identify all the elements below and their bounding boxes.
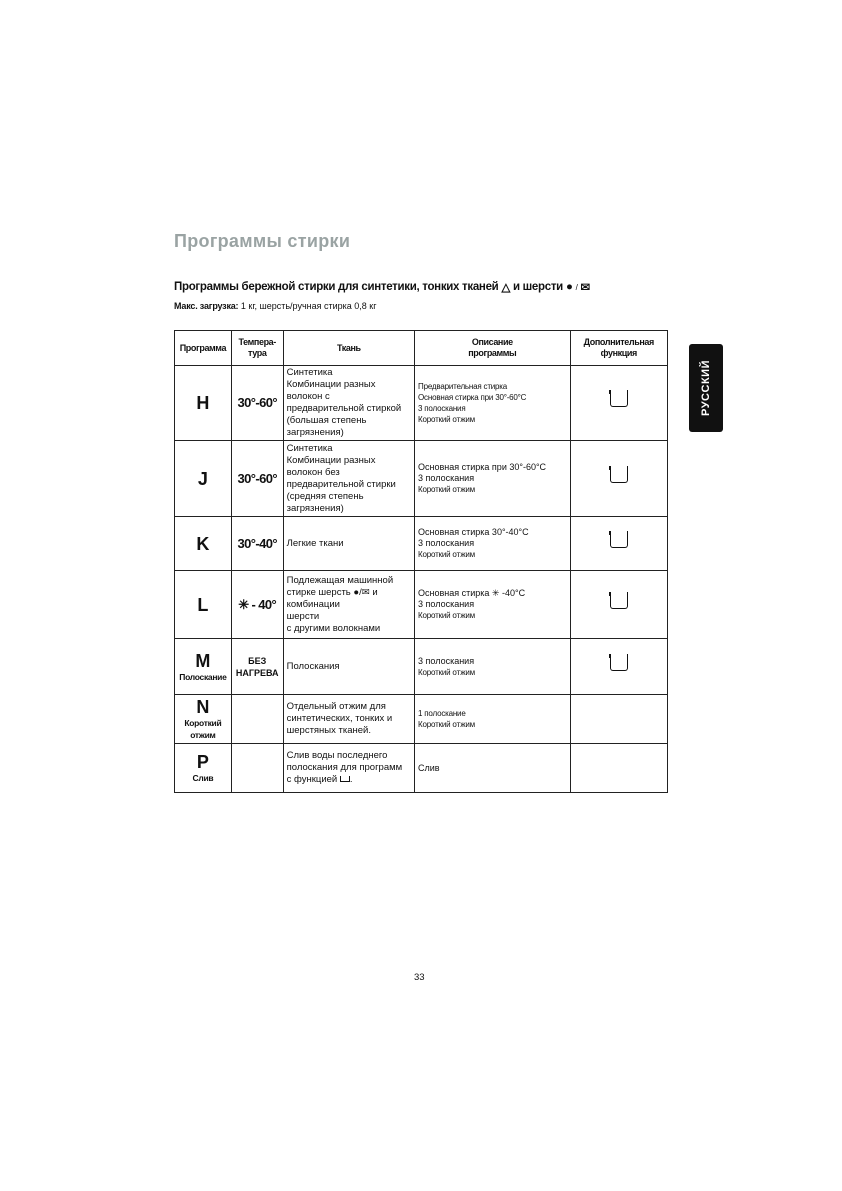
description-line: Основная стирка при 30°-60°C xyxy=(418,393,527,402)
description-line: Короткий отжим xyxy=(418,611,475,620)
description-line: Короткий отжим xyxy=(418,667,475,677)
fabric-text: с функцией xyxy=(286,774,338,785)
fabric-text: стирке шерсть ●/✉ и xyxy=(286,586,378,598)
header-extra-function xyxy=(570,331,667,366)
description-line: Слив xyxy=(418,762,440,773)
fabric-cell xyxy=(283,744,414,793)
extra-function-cell xyxy=(570,366,667,441)
description-line: 1 полоскание xyxy=(418,709,466,718)
fabric-line xyxy=(287,599,411,611)
program-letter: P xyxy=(196,752,209,772)
description-cell xyxy=(415,441,571,517)
table-row xyxy=(175,517,668,571)
fabric-cell xyxy=(283,571,414,639)
extra-function-cell xyxy=(570,695,667,744)
fabric-text: загрязнения) xyxy=(286,427,344,438)
temperature-text: БЕЗ xyxy=(248,655,267,666)
fabric-line xyxy=(287,479,411,491)
header-description xyxy=(415,331,571,366)
page-title: Программы стирки xyxy=(174,231,351,251)
temperature-range: 30°-60° xyxy=(237,470,277,486)
fabric-line xyxy=(287,575,411,587)
temperature-cell xyxy=(231,517,283,571)
description-cell xyxy=(415,695,571,744)
program-letter: J xyxy=(197,468,208,489)
extra-function-cell xyxy=(570,639,667,695)
temperature-range: ✳ - 40° xyxy=(238,596,277,612)
fabric-line xyxy=(287,455,411,467)
header-program: Программа xyxy=(175,331,232,366)
subtitle-wool-text: и шерсти xyxy=(512,281,563,293)
description-line: Короткий отжим xyxy=(418,720,475,729)
header-extra-line: функция xyxy=(600,348,637,358)
language-tab-label: РУССКИЙ xyxy=(700,360,712,416)
fabric-text: полоскания для программ xyxy=(286,762,403,773)
program-subtitle: Короткий отжим xyxy=(184,718,222,740)
table-row xyxy=(175,441,668,517)
fabric-line xyxy=(287,538,411,550)
fabric-text: Подлежащая машинной xyxy=(286,574,394,586)
symbol-separator: / xyxy=(575,282,578,292)
rinse-hold-tub-icon xyxy=(610,535,628,548)
fabric-text: шерсти xyxy=(286,610,320,622)
fabric-suffix: . xyxy=(349,774,353,785)
program-cell xyxy=(175,441,232,517)
fabric-line xyxy=(287,762,411,774)
fabric-text: Комбинации разных xyxy=(286,454,376,466)
program-letter: L xyxy=(197,594,209,615)
header-description-line: Описание xyxy=(471,337,513,347)
description-line: Основная стирка при 30°-60°C xyxy=(418,462,547,472)
fabric-line xyxy=(287,391,411,403)
fabric-line xyxy=(287,661,411,673)
program-cell xyxy=(175,639,232,695)
header-extra-line: Дополнительная xyxy=(583,337,654,347)
fabric-text: комбинации xyxy=(286,598,340,610)
table-header-row xyxy=(175,331,668,366)
fabric-line xyxy=(287,725,411,737)
description-cell xyxy=(415,517,571,571)
page-number: 33 xyxy=(414,972,425,983)
description-cell xyxy=(415,744,571,793)
description-line: 3 полоскания xyxy=(418,538,475,548)
description-line: 3 полоскания xyxy=(418,599,475,609)
program-letter: K xyxy=(196,533,210,554)
program-cell xyxy=(175,571,232,639)
fabric-line xyxy=(287,491,411,503)
program-cell xyxy=(175,744,232,793)
fabric-text: с другими волокнами xyxy=(286,622,381,634)
fabric-line xyxy=(287,587,411,599)
language-tab xyxy=(689,344,723,432)
table-row xyxy=(175,639,668,695)
temperature-range: 30°-60° xyxy=(237,395,277,410)
program-letter: H xyxy=(196,393,210,413)
table-row xyxy=(175,571,668,639)
fabric-line xyxy=(287,467,411,479)
temperature-cell xyxy=(231,639,283,695)
fabric-text: Синтетика xyxy=(286,367,333,378)
header-temperature xyxy=(231,331,283,366)
program-subtitle: Слив xyxy=(192,773,214,783)
extra-function-cell xyxy=(570,744,667,793)
program-cell xyxy=(175,695,232,744)
temperature-cell xyxy=(231,441,283,517)
description-line: Предварительная стирка xyxy=(418,382,508,391)
temperature-cell xyxy=(231,571,283,639)
description-cell xyxy=(415,639,571,695)
fabric-text: предварительной стиркой xyxy=(286,403,402,414)
table-row xyxy=(175,744,668,793)
fabric-cell xyxy=(283,366,414,441)
fabric-line xyxy=(287,379,411,391)
program-subtitle: Полоскание xyxy=(179,671,227,682)
fabric-cell xyxy=(283,639,414,695)
description-line: Короткий отжим xyxy=(418,550,475,559)
fabric-line xyxy=(287,427,411,439)
description-line: 3 полоскания xyxy=(418,404,466,413)
fabric-line xyxy=(287,701,411,713)
description-line: Короткий отжим xyxy=(418,415,475,424)
description-line: 3 полоскания xyxy=(418,655,475,666)
table-row xyxy=(175,366,668,441)
fabric-text: волокон с xyxy=(286,391,330,402)
fabric-line xyxy=(287,713,411,725)
rinse-hold-tub-icon xyxy=(340,776,350,782)
rinse-hold-tub-icon xyxy=(610,470,628,483)
fabric-text: синтетических, тонких и xyxy=(286,713,393,724)
description-cell xyxy=(415,366,571,441)
fabric-text: Легкие ткани xyxy=(286,537,344,549)
description-line: Основная стирка 30°-40°C xyxy=(418,527,529,537)
rinse-hold-tub-icon xyxy=(610,658,628,671)
temperature-cell xyxy=(231,366,283,441)
header-fabric: Ткань xyxy=(283,331,414,366)
extra-function-cell xyxy=(570,517,667,571)
fabric-line xyxy=(287,367,411,379)
fabric-line xyxy=(287,415,411,427)
header-description-line: программы xyxy=(468,348,517,358)
rinse-hold-tub-icon xyxy=(610,394,628,407)
fabric-line xyxy=(287,503,411,515)
program-cell xyxy=(175,366,232,441)
program-letter: M xyxy=(195,650,211,671)
fabric-line xyxy=(287,750,411,762)
program-letter: N xyxy=(196,697,210,717)
fabric-text: Отдельный отжим для xyxy=(286,701,386,712)
extra-function-cell xyxy=(570,441,667,517)
fabric-text: Слив воды последнего xyxy=(286,750,388,761)
extra-function-cell xyxy=(570,571,667,639)
subtitle-text: Программы бережной стирки для синтетики, тонких тканей xyxy=(174,281,499,293)
delicate-symbol-icon: △ xyxy=(501,282,510,294)
program-table xyxy=(174,330,668,793)
temperature-text: НАГРЕВА xyxy=(235,667,279,678)
fabric-line xyxy=(287,403,411,415)
description-line: Основная стирка ✳ -40°C xyxy=(418,588,526,598)
fabric-line xyxy=(287,623,411,635)
fabric-line xyxy=(287,443,411,455)
temperature-cell xyxy=(231,695,283,744)
fabric-line xyxy=(287,774,411,786)
max-load-line xyxy=(174,301,377,311)
temperature-cell xyxy=(231,744,283,793)
description-line: 3 полоскания xyxy=(418,473,475,483)
fabric-line xyxy=(287,611,411,623)
fabric-cell xyxy=(283,441,414,517)
description-cell xyxy=(415,571,571,639)
fabric-text: (средняя степень xyxy=(286,490,364,502)
header-temperature-label: Темпера-тура xyxy=(238,337,276,358)
temperature-range: 30°-40° xyxy=(237,535,277,551)
rinse-hold-tub-icon xyxy=(610,596,628,609)
fabric-text: загрязнения) xyxy=(286,502,344,514)
fabric-text: волокон без xyxy=(286,466,340,478)
fabric-cell xyxy=(283,695,414,744)
max-load-value: 1 кг, шерсть/ручная стирка 0,8 кг xyxy=(240,301,377,311)
wool-symbol-icon: ● xyxy=(565,281,573,293)
description-line: Короткий отжим xyxy=(418,485,475,494)
fabric-cell xyxy=(283,517,414,571)
fabric-text: (большая степень xyxy=(286,415,367,426)
section-subtitle xyxy=(174,280,590,294)
table-row xyxy=(175,695,668,744)
program-cell xyxy=(175,517,232,571)
fabric-text: предварительной стирки xyxy=(286,478,396,490)
fabric-text: Комбинации разных xyxy=(286,379,376,390)
max-load-label: Макс. загрузка: xyxy=(174,301,239,311)
handwash-symbol-icon: ✉ xyxy=(580,282,590,294)
fabric-text: Синтетика xyxy=(286,442,333,454)
fabric-text: шерстяных тканей. xyxy=(286,725,371,736)
fabric-text: Полоскания xyxy=(286,660,340,672)
